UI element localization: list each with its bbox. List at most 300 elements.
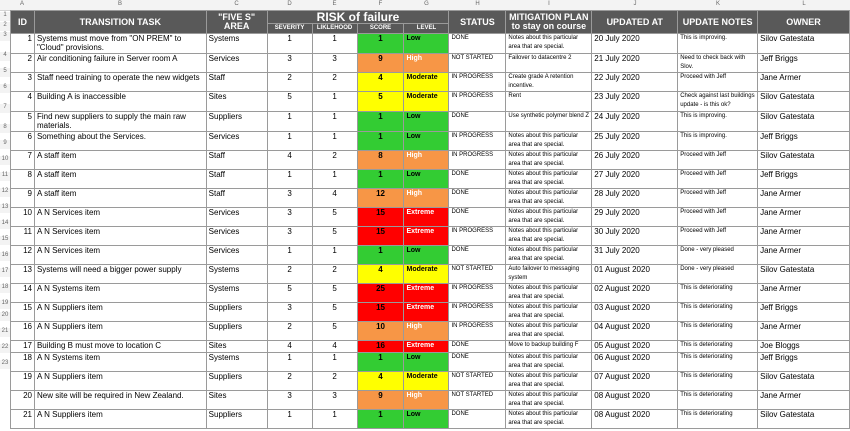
header-severity[interactable]: SEVERITY <box>267 24 312 34</box>
cell-level[interactable]: Extreme <box>404 208 449 227</box>
cell-mitigation[interactable]: Failover to datacentre 2 <box>506 54 592 73</box>
cell-score[interactable]: 15 <box>357 227 404 246</box>
cell-owner[interactable]: Jane Armer <box>758 322 850 341</box>
cell-area[interactable]: Sites <box>206 341 267 353</box>
cell-area[interactable]: Sites <box>206 391 267 410</box>
row-number[interactable]: 1 <box>0 12 10 21</box>
cell-task[interactable]: Staff need training to operate the new widgets <box>34 73 206 92</box>
cell-status[interactable]: DONE <box>449 341 506 353</box>
cell-level[interactable]: Low <box>404 246 449 265</box>
cell-severity[interactable]: 4 <box>267 341 312 353</box>
column-letter[interactable]: F <box>378 1 383 7</box>
cell-id[interactable]: 5 <box>11 112 35 132</box>
cell-owner[interactable]: Silov Gatestata <box>758 151 850 170</box>
cell-likelihood[interactable]: 3 <box>312 54 357 73</box>
cell-score[interactable]: 1 <box>357 132 404 151</box>
column-letter[interactable]: J <box>633 1 637 7</box>
cell-updated[interactable]: 21 July 2020 <box>592 54 678 73</box>
cell-notes[interactable]: This is deteriorating <box>678 303 758 322</box>
cell-task[interactable]: A staff item <box>34 151 206 170</box>
column-letter[interactable]: I <box>548 1 550 7</box>
cell-mitigation[interactable]: Rent <box>506 92 592 112</box>
cell-likelihood[interactable]: 3 <box>312 391 357 410</box>
cell-task[interactable]: Air conditioning failure in Server room A <box>34 54 206 73</box>
column-letter[interactable]: G <box>424 1 429 7</box>
cell-mitigation[interactable]: Notes about this particular area that are special. <box>506 372 592 391</box>
cell-score[interactable]: 16 <box>357 341 404 353</box>
cell-id[interactable]: 20 <box>11 391 35 410</box>
cell-area[interactable]: Staff <box>206 151 267 170</box>
cell-status[interactable]: DONE <box>449 34 506 54</box>
cell-severity[interactable]: 2 <box>267 73 312 92</box>
cell-updated[interactable]: 07 August 2020 <box>592 372 678 391</box>
cell-owner[interactable]: Joe Bloggs <box>758 341 850 353</box>
cell-likelihood[interactable]: 1 <box>312 410 357 429</box>
cell-notes[interactable]: Proceed with Jeff <box>678 227 758 246</box>
column-letter[interactable]: B <box>117 1 122 7</box>
header-score[interactable]: SCORE <box>357 24 404 34</box>
cell-mitigation[interactable]: Notes about this particular area that are special. <box>506 284 592 303</box>
header-owner[interactable]: OWNER <box>758 11 850 34</box>
row-number[interactable]: 6 <box>0 84 10 93</box>
cell-notes[interactable]: Need to check back with Slov. <box>678 54 758 73</box>
cell-owner[interactable]: Jeff Briggs <box>758 132 850 151</box>
cell-owner[interactable]: Jane Armer <box>758 189 850 208</box>
cell-score[interactable]: 9 <box>357 391 404 410</box>
cell-task[interactable]: Something about the Services. <box>34 132 206 151</box>
cell-id[interactable]: 21 <box>11 410 35 429</box>
cell-task[interactable]: Building B must move to location C <box>34 341 206 353</box>
cell-notes[interactable]: Done - very pleased <box>678 246 758 265</box>
cell-likelihood[interactable]: 1 <box>312 353 357 372</box>
cell-updated[interactable]: 28 July 2020 <box>592 189 678 208</box>
cell-likelihood[interactable]: 4 <box>312 341 357 353</box>
cell-task[interactable]: A N Suppliers item <box>34 303 206 322</box>
cell-area[interactable]: Staff <box>206 189 267 208</box>
cell-area[interactable]: Systems <box>206 284 267 303</box>
cell-id[interactable]: 1 <box>11 34 35 54</box>
cell-level[interactable]: Moderate <box>404 73 449 92</box>
cell-likelihood[interactable]: 2 <box>312 151 357 170</box>
cell-id[interactable]: 7 <box>11 151 35 170</box>
cell-area[interactable]: Services <box>206 246 267 265</box>
cell-owner[interactable]: Jane Armer <box>758 73 850 92</box>
row-number[interactable]: 8 <box>0 124 10 133</box>
cell-id[interactable]: 12 <box>11 246 35 265</box>
cell-likelihood[interactable]: 1 <box>312 34 357 54</box>
cell-status[interactable]: DONE <box>449 208 506 227</box>
cell-notes[interactable]: Done - very pleased <box>678 265 758 284</box>
cell-updated[interactable]: 06 August 2020 <box>592 353 678 372</box>
cell-level[interactable]: High <box>404 189 449 208</box>
cell-area[interactable]: Staff <box>206 170 267 189</box>
cell-status[interactable]: DONE <box>449 189 506 208</box>
row-number[interactable]: 12 <box>0 188 10 197</box>
cell-id[interactable]: 3 <box>11 73 35 92</box>
cell-area[interactable]: Services <box>206 208 267 227</box>
cell-notes[interactable]: This is deteriorating <box>678 341 758 353</box>
cell-status[interactable]: IN PROGRESS <box>449 284 506 303</box>
cell-mitigation[interactable]: Notes about this particular area that are special. <box>506 391 592 410</box>
cell-task[interactable]: A N Systems item <box>34 353 206 372</box>
cell-likelihood[interactable]: 5 <box>312 322 357 341</box>
cell-notes[interactable]: This is deteriorating <box>678 353 758 372</box>
row-number[interactable]: 21 <box>0 328 10 337</box>
row-number[interactable]: 20 <box>0 312 10 321</box>
cell-mitigation[interactable]: Notes about this particular area that are special. <box>506 208 592 227</box>
cell-score[interactable]: 15 <box>357 303 404 322</box>
cell-severity[interactable]: 2 <box>267 265 312 284</box>
cell-id[interactable]: 2 <box>11 54 35 73</box>
cell-owner[interactable]: Silov Gatestata <box>758 372 850 391</box>
row-number[interactable]: 19 <box>0 300 10 309</box>
cell-severity[interactable]: 2 <box>267 372 312 391</box>
cell-severity[interactable]: 3 <box>267 189 312 208</box>
cell-severity[interactable]: 1 <box>267 246 312 265</box>
cell-score[interactable]: 15 <box>357 208 404 227</box>
cell-severity[interactable]: 5 <box>267 92 312 112</box>
cell-notes[interactable]: This is deteriorating <box>678 284 758 303</box>
cell-score[interactable]: 8 <box>357 151 404 170</box>
cell-id[interactable]: 17 <box>11 341 35 353</box>
cell-owner[interactable]: Silov Gatestata <box>758 410 850 429</box>
cell-severity[interactable]: 3 <box>267 54 312 73</box>
cell-severity[interactable]: 1 <box>267 132 312 151</box>
row-number[interactable]: 9 <box>0 140 10 149</box>
cell-likelihood[interactable]: 1 <box>312 112 357 132</box>
cell-score[interactable]: 1 <box>357 353 404 372</box>
cell-notes[interactable]: This is deteriorating <box>678 410 758 429</box>
cell-task[interactable]: A N Services item <box>34 246 206 265</box>
cell-likelihood[interactable]: 2 <box>312 372 357 391</box>
header-status[interactable]: STATUS <box>449 11 506 34</box>
cell-notes[interactable]: Proceed with Jeff <box>678 189 758 208</box>
cell-level[interactable]: Extreme <box>404 341 449 353</box>
cell-severity[interactable]: 3 <box>267 303 312 322</box>
header-id[interactable]: ID <box>11 11 35 34</box>
cell-level[interactable]: Low <box>404 410 449 429</box>
cell-level[interactable]: Low <box>404 112 449 132</box>
cell-area[interactable]: Suppliers <box>206 303 267 322</box>
cell-area[interactable]: Systems <box>206 265 267 284</box>
cell-updated[interactable]: 26 July 2020 <box>592 151 678 170</box>
cell-mitigation[interactable]: Create grade A retention incentive. <box>506 73 592 92</box>
cell-severity[interactable]: 3 <box>267 391 312 410</box>
cell-status[interactable]: DONE <box>449 353 506 372</box>
cell-task[interactable]: Systems will need a bigger power supply <box>34 265 206 284</box>
cell-severity[interactable]: 5 <box>267 284 312 303</box>
cell-severity[interactable]: 1 <box>267 112 312 132</box>
cell-level[interactable]: High <box>404 54 449 73</box>
cell-notes[interactable]: Proceed with Jeff <box>678 170 758 189</box>
cell-area[interactable]: Systems <box>206 34 267 54</box>
row-number[interactable]: 23 <box>0 360 10 369</box>
cell-task[interactable]: A staff item <box>34 189 206 208</box>
cell-task[interactable]: A N Suppliers item <box>34 410 206 429</box>
cell-notes[interactable]: This is deteriorating <box>678 391 758 410</box>
cell-owner[interactable]: Jeff Briggs <box>758 303 850 322</box>
cell-updated[interactable]: 03 August 2020 <box>592 303 678 322</box>
cell-status[interactable]: NOT STARTED <box>449 391 506 410</box>
row-number[interactable]: 5 <box>0 68 10 77</box>
cell-owner[interactable]: Jeff Briggs <box>758 54 850 73</box>
header-level[interactable]: LEVEL <box>404 24 449 34</box>
cell-level[interactable]: Extreme <box>404 303 449 322</box>
cell-updated[interactable]: 20 July 2020 <box>592 34 678 54</box>
cell-updated[interactable]: 23 July 2020 <box>592 92 678 112</box>
cell-notes[interactable]: Proceed with Jeff <box>678 73 758 92</box>
cell-level[interactable]: High <box>404 322 449 341</box>
cell-notes[interactable]: This is improving. <box>678 112 758 132</box>
cell-updated[interactable]: 27 July 2020 <box>592 170 678 189</box>
cell-updated[interactable]: 29 July 2020 <box>592 208 678 227</box>
cell-mitigation[interactable]: Notes about this particular area that are special. <box>506 170 592 189</box>
cell-task[interactable]: A N Suppliers item <box>34 372 206 391</box>
cell-score[interactable]: 12 <box>357 189 404 208</box>
cell-severity[interactable]: 1 <box>267 353 312 372</box>
cell-mitigation[interactable]: Notes about this particular area that are special. <box>506 132 592 151</box>
cell-updated[interactable]: 08 August 2020 <box>592 410 678 429</box>
cell-task[interactable]: A staff item <box>34 170 206 189</box>
cell-notes[interactable]: Proceed with Jeff <box>678 151 758 170</box>
cell-area[interactable]: Suppliers <box>206 322 267 341</box>
row-number[interactable]: 18 <box>0 284 10 293</box>
cell-id[interactable]: 11 <box>11 227 35 246</box>
cell-status[interactable]: IN PROGRESS <box>449 322 506 341</box>
cell-id[interactable]: 19 <box>11 372 35 391</box>
cell-level[interactable]: Moderate <box>404 372 449 391</box>
cell-notes[interactable]: This is deteriorating <box>678 372 758 391</box>
cell-mitigation[interactable]: Notes about this particular area that are special. <box>506 34 592 54</box>
cell-mitigation[interactable]: Notes about this particular area that are special. <box>506 410 592 429</box>
cell-area[interactable]: Suppliers <box>206 112 267 132</box>
cell-likelihood[interactable]: 1 <box>312 92 357 112</box>
cell-task[interactable]: Building A is inaccessible <box>34 92 206 112</box>
cell-area[interactable]: Suppliers <box>206 372 267 391</box>
cell-severity[interactable]: 1 <box>267 410 312 429</box>
cell-task[interactable]: Find new suppliers to supply the main raw materials. <box>34 112 206 132</box>
cell-updated[interactable]: 01 August 2020 <box>592 265 678 284</box>
cell-area[interactable]: Services <box>206 227 267 246</box>
cell-score[interactable]: 1 <box>357 410 404 429</box>
header-area[interactable] <box>206 11 267 34</box>
cell-status[interactable]: IN PROGRESS <box>449 303 506 322</box>
cell-status[interactable]: IN PROGRESS <box>449 92 506 112</box>
cell-status[interactable]: IN PROGRESS <box>449 227 506 246</box>
cell-score[interactable]: 1 <box>357 170 404 189</box>
cell-owner[interactable]: Silov Gatestata <box>758 34 850 54</box>
cell-updated[interactable]: 24 July 2020 <box>592 112 678 132</box>
cell-score[interactable]: 1 <box>357 34 404 54</box>
cell-status[interactable]: NOT STARTED <box>449 265 506 284</box>
cell-owner[interactable]: Jane Armer <box>758 246 850 265</box>
row-number[interactable]: 10 <box>0 156 10 165</box>
cell-status[interactable]: DONE <box>449 246 506 265</box>
cell-level[interactable]: Moderate <box>404 92 449 112</box>
cell-status[interactable]: IN PROGRESS <box>449 132 506 151</box>
column-letter[interactable]: E <box>332 1 337 7</box>
row-number[interactable]: 22 <box>0 344 10 353</box>
cell-likelihood[interactable]: 5 <box>312 227 357 246</box>
row-number[interactable]: 4 <box>0 52 10 61</box>
cell-mitigation[interactable]: Notes about this particular area that are special. <box>506 322 592 341</box>
cell-area[interactable]: Services <box>206 132 267 151</box>
cell-id[interactable]: 9 <box>11 189 35 208</box>
cell-score[interactable]: 4 <box>357 73 404 92</box>
cell-level[interactable]: Low <box>404 132 449 151</box>
row-number[interactable]: 3 <box>0 32 10 41</box>
cell-status[interactable]: IN PROGRESS <box>449 151 506 170</box>
cell-level[interactable]: Extreme <box>404 284 449 303</box>
cell-severity[interactable]: 1 <box>267 170 312 189</box>
cell-owner[interactable]: Jane Armer <box>758 391 850 410</box>
row-number[interactable]: 17 <box>0 268 10 277</box>
cell-notes[interactable]: Check against last buildings update - is this ok? <box>678 92 758 112</box>
cell-mitigation[interactable]: Notes about this particular area that are special. <box>506 151 592 170</box>
cell-status[interactable]: DONE <box>449 170 506 189</box>
cell-level[interactable]: Low <box>404 34 449 54</box>
cell-level[interactable]: Low <box>404 170 449 189</box>
cell-mitigation[interactable]: Notes about this particular area that are special. <box>506 227 592 246</box>
cell-updated[interactable]: 31 July 2020 <box>592 246 678 265</box>
cell-likelihood[interactable]: 5 <box>312 284 357 303</box>
cell-owner[interactable]: Silov Gatestata <box>758 265 850 284</box>
cell-updated[interactable]: 30 July 2020 <box>592 227 678 246</box>
cell-area[interactable]: Systems <box>206 353 267 372</box>
cell-likelihood[interactable]: 5 <box>312 303 357 322</box>
cell-id[interactable]: 4 <box>11 92 35 112</box>
cell-score[interactable]: 25 <box>357 284 404 303</box>
cell-task[interactable]: New site will be required in New Zealand. <box>34 391 206 410</box>
cell-id[interactable]: 14 <box>11 284 35 303</box>
row-number[interactable]: 13 <box>0 204 10 213</box>
cell-id[interactable]: 6 <box>11 132 35 151</box>
column-letter[interactable]: K <box>715 1 720 7</box>
cell-id[interactable]: 8 <box>11 170 35 189</box>
row-number[interactable]: 2 <box>0 22 10 31</box>
header-mitigation[interactable] <box>506 11 592 34</box>
cell-notes[interactable]: This is deteriorating <box>678 322 758 341</box>
row-number[interactable]: 7 <box>0 104 10 113</box>
cell-id[interactable]: 18 <box>11 353 35 372</box>
cell-mitigation[interactable]: Auto failover to messaging system <box>506 265 592 284</box>
cell-task[interactable]: A N Suppliers item <box>34 322 206 341</box>
cell-severity[interactable]: 1 <box>267 34 312 54</box>
row-number[interactable]: 16 <box>0 252 10 261</box>
header-likelihood[interactable]: LIKLEHOOD <box>312 24 357 34</box>
cell-level[interactable]: Low <box>404 353 449 372</box>
cell-updated[interactable]: 05 August 2020 <box>592 341 678 353</box>
cell-status[interactable]: DONE <box>449 410 506 429</box>
cell-area[interactable]: Services <box>206 54 267 73</box>
cell-status[interactable]: NOT STARTED <box>449 54 506 73</box>
cell-severity[interactable]: 2 <box>267 322 312 341</box>
cell-score[interactable]: 9 <box>357 54 404 73</box>
cell-task[interactable]: A N Services item <box>34 208 206 227</box>
cell-updated[interactable]: 25 July 2020 <box>592 132 678 151</box>
header-task[interactable]: TRANSITION TASK <box>34 11 206 34</box>
column-letter[interactable]: A <box>19 1 24 7</box>
cell-likelihood[interactable]: 4 <box>312 189 357 208</box>
column-letter[interactable]: C <box>234 1 239 7</box>
cell-score[interactable]: 4 <box>357 265 404 284</box>
cell-likelihood[interactable]: 1 <box>312 246 357 265</box>
cell-mitigation[interactable]: Notes about this particular area that are special. <box>506 246 592 265</box>
cell-score[interactable]: 10 <box>357 322 404 341</box>
cell-score[interactable]: 4 <box>357 372 404 391</box>
cell-mitigation[interactable]: Use synthetic polymer blend Z <box>506 112 592 132</box>
cell-task[interactable]: A N Services item <box>34 227 206 246</box>
cell-owner[interactable]: Jane Armer <box>758 284 850 303</box>
header-updated[interactable]: UPDATED AT <box>592 11 678 34</box>
cell-updated[interactable]: 04 August 2020 <box>592 322 678 341</box>
cell-level[interactable]: High <box>404 151 449 170</box>
cell-level[interactable]: Extreme <box>404 227 449 246</box>
cell-likelihood[interactable]: 2 <box>312 265 357 284</box>
cell-severity[interactable]: 3 <box>267 227 312 246</box>
cell-status[interactable]: IN PROGRESS <box>449 73 506 92</box>
row-number[interactable]: 14 <box>0 220 10 229</box>
cell-updated[interactable]: 02 August 2020 <box>592 284 678 303</box>
cell-owner[interactable]: Jane Armer <box>758 227 850 246</box>
cell-score[interactable]: 1 <box>357 112 404 132</box>
cell-severity[interactable]: 3 <box>267 208 312 227</box>
cell-id[interactable]: 15 <box>11 303 35 322</box>
cell-task[interactable]: Systems must move from "ON PREM" to "Cloud" provisions. <box>34 34 206 54</box>
cell-owner[interactable]: Jeff Briggs <box>758 353 850 372</box>
cell-owner[interactable]: Jeff Briggs <box>758 170 850 189</box>
cell-mitigation[interactable]: Notes about this particular area that are special. <box>506 303 592 322</box>
cell-likelihood[interactable]: 5 <box>312 208 357 227</box>
cell-id[interactable]: 10 <box>11 208 35 227</box>
column-letter[interactable]: L <box>802 1 806 7</box>
header-risk[interactable]: RISK of failure <box>267 11 449 24</box>
header-notes[interactable]: UPDATE NOTES <box>678 11 758 34</box>
cell-score[interactable]: 1 <box>357 246 404 265</box>
cell-owner[interactable]: Jane Armer <box>758 208 850 227</box>
cell-mitigation[interactable]: Notes about this particular area that are special. <box>506 353 592 372</box>
cell-likelihood[interactable]: 1 <box>312 170 357 189</box>
cell-updated[interactable]: 08 August 2020 <box>592 391 678 410</box>
cell-area[interactable]: Sites <box>206 92 267 112</box>
cell-owner[interactable]: Silov Gatestata <box>758 92 850 112</box>
cell-status[interactable]: NOT STARTED <box>449 372 506 391</box>
cell-severity[interactable]: 4 <box>267 151 312 170</box>
cell-task[interactable]: A N Systems item <box>34 284 206 303</box>
cell-status[interactable]: DONE <box>449 112 506 132</box>
column-letter[interactable]: D <box>287 1 292 7</box>
cell-id[interactable]: 13 <box>11 265 35 284</box>
row-number[interactable]: 11 <box>0 172 10 181</box>
cell-area[interactable]: Staff <box>206 73 267 92</box>
cell-notes[interactable]: Proceed with Jeff <box>678 208 758 227</box>
cell-score[interactable]: 5 <box>357 92 404 112</box>
cell-area[interactable]: Suppliers <box>206 410 267 429</box>
cell-likelihood[interactable]: 1 <box>312 132 357 151</box>
cell-mitigation[interactable]: Notes about this particular area that are special. <box>506 189 592 208</box>
cell-updated[interactable]: 22 July 2020 <box>592 73 678 92</box>
column-letter[interactable]: H <box>475 1 480 7</box>
cell-likelihood[interactable]: 2 <box>312 73 357 92</box>
cell-mitigation[interactable]: Move to backup building F <box>506 341 592 353</box>
row-number[interactable]: 15 <box>0 236 10 245</box>
cell-level[interactable]: High <box>404 391 449 410</box>
cell-id[interactable]: 16 <box>11 322 35 341</box>
cell-level[interactable]: Moderate <box>404 265 449 284</box>
cell-notes[interactable]: This is improving. <box>678 132 758 151</box>
cell-notes[interactable]: This is improving. <box>678 34 758 54</box>
cell-owner[interactable]: Silov Gatestata <box>758 112 850 132</box>
